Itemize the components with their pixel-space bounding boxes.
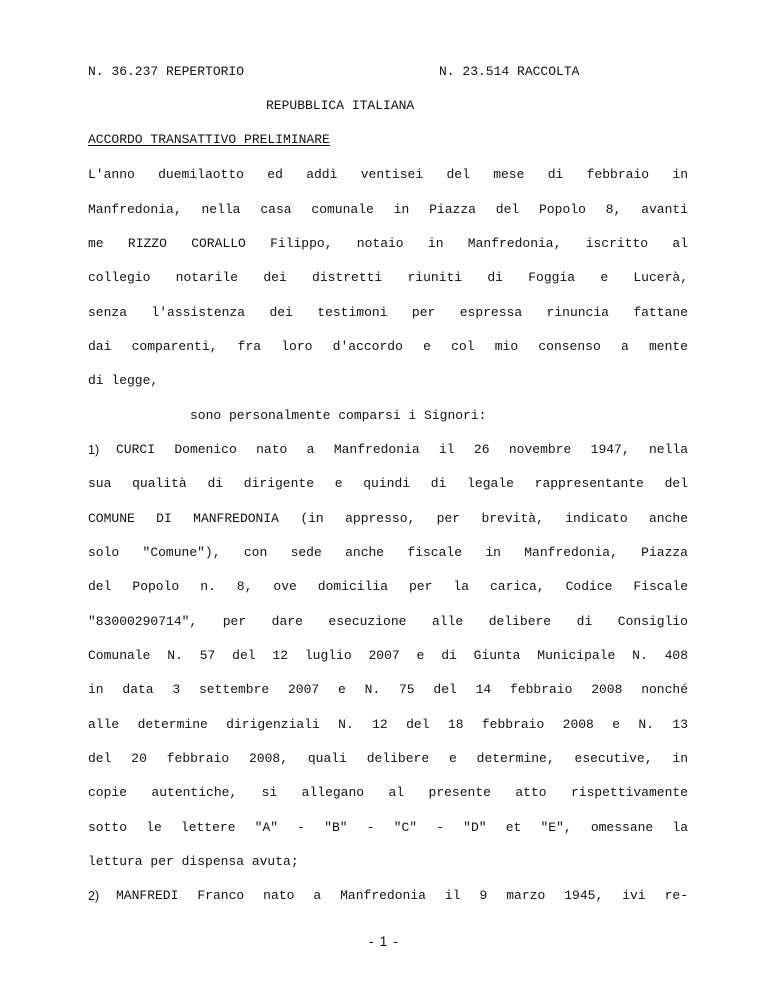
item-1-first-line — [88, 441, 688, 459]
item-1-line: in data 3 settembre 2007 e N. 75 del 14 febbraio 2008 nonché — [88, 682, 688, 697]
appearance-heading: sono personalmente comparsi i Signori: — [190, 408, 487, 423]
item-1-line: COMUNE DI MANFREDONIA (in appresso, per brevità, indicato anche — [88, 511, 688, 526]
item-1-line: sotto le lettere "A" - "B" - "C" - "D" et "E", omessane la — [88, 820, 688, 835]
document-subtitle: ACCORDO TRANSATTIVO PRELIMINARE — [88, 132, 330, 147]
document-title: REPUBBLICA ITALIANA — [266, 98, 415, 113]
item-2-text: MANFREDI Franco nato a Manfredonia il 9 marzo 1945, ivi re- — [116, 888, 688, 903]
page-number: - 1 - — [369, 933, 399, 949]
repertorio-number: N. 36.237 REPERTORIO — [88, 64, 245, 79]
item-1-text: CURCI Domenico nato a Manfredonia il 26 novembre 1947, nella — [116, 442, 688, 457]
intro-line: Manfredonia, nella casa comunale in Piazza del Popolo 8, avanti — [88, 202, 688, 217]
item-2-number: 2) — [88, 889, 100, 903]
intro-line: di legge, — [88, 373, 159, 388]
item-1-line: del Popolo n. 8, ove domicilia per la carica, Codice Fiscale — [88, 579, 688, 594]
item-1-line: Comunale N. 57 del 12 luglio 2007 e di Giunta Municipale N. 408 — [88, 648, 688, 663]
raccolta-number: N. 23.514 RACCOLTA — [439, 64, 580, 79]
item-1-line: copie autentiche, si allegano al presente atto rispettivamente — [88, 785, 688, 800]
intro-line: collegio notarile dei distretti riuniti di Foggia e Lucerà, — [88, 270, 688, 285]
intro-line: senza l'assistenza dei testimoni per espressa rinuncia fattane — [88, 305, 688, 320]
item-1-line: sua qualità di dirigente e quindi di legale rappresentante del — [88, 476, 688, 491]
item-1-line: del 20 febbraio 2008, quali delibere e determine, esecutive, in — [88, 751, 688, 766]
intro-line: dai comparenti, fra loro d'accordo e col mio consenso a mente — [88, 339, 688, 354]
item-1-number: 1) — [88, 443, 100, 457]
item-2-first-line — [88, 887, 688, 905]
item-1-line: solo "Comune"), con sede anche fiscale in Manfredonia, Piazza — [88, 545, 688, 560]
item-1-line: lettura per dispensa avuta; — [88, 854, 299, 869]
item-1-line: "83000290714", per dare esecuzione alle delibere di Consiglio — [88, 614, 688, 629]
intro-line: L'anno duemilaotto ed addì ventisei del mese di febbraio in — [88, 167, 688, 182]
intro-line: me RIZZO CORALLO Filippo, notaio in Manfredonia, iscritto al — [88, 236, 688, 251]
item-1-line: alle determine dirigenziali N. 12 del 18 febbraio 2008 e N. 13 — [88, 717, 688, 732]
